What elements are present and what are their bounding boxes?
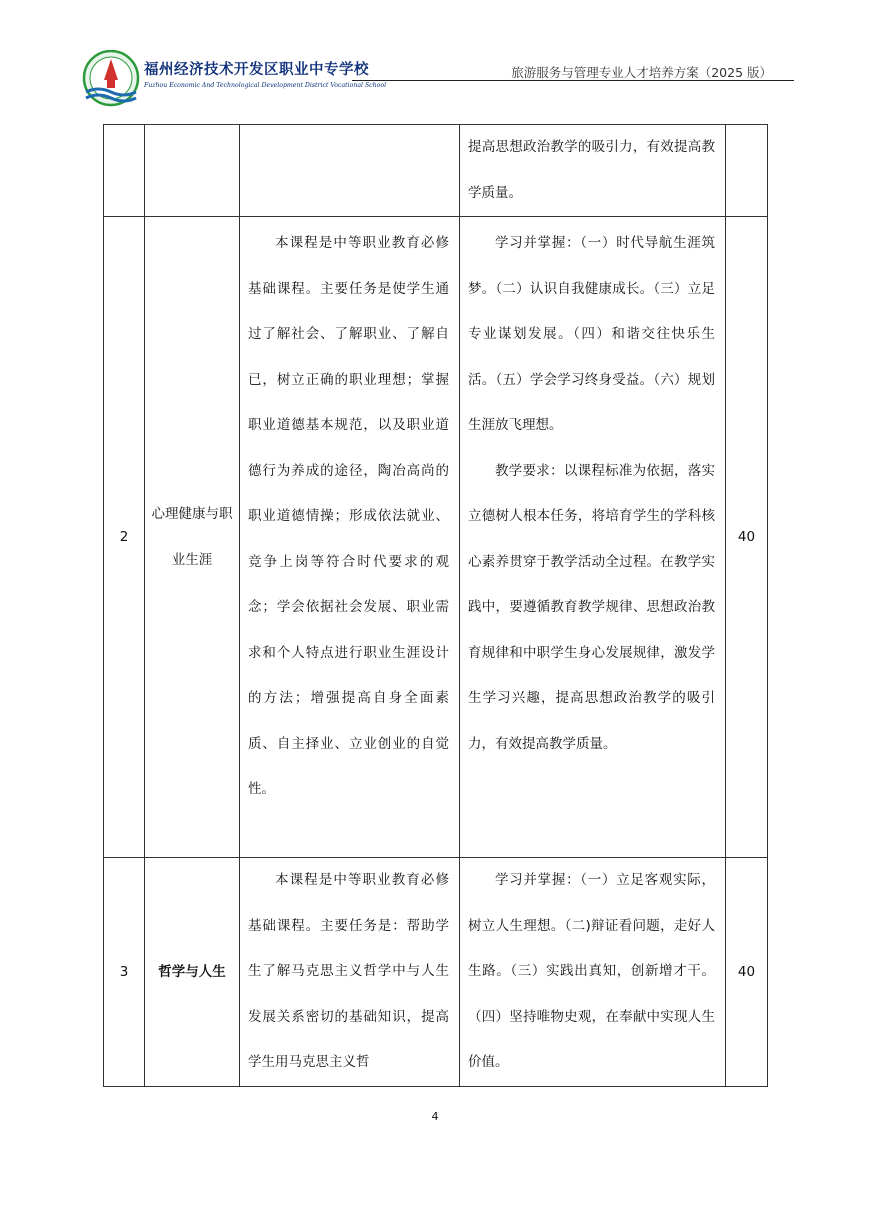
course-name-text: 心理健康与职业生涯: [151, 506, 233, 568]
row-number: 3: [104, 858, 145, 1087]
table-row: [104, 858, 768, 1087]
course-content: [460, 125, 726, 217]
course-hours: 40: [726, 217, 768, 858]
objective-text: 本课程是中等职业教育必修基础课程。主要任务是使学生通过了解社会、了解职业、了解自已，树立正确的职业理想；掌握职业道德基本规范，以及职业道德行为养成的途径，陶冶高尚的职业道德情操；形成依法就业、竞争上岗等符合时代要求的观念；学会依据社会发展、职业需求和个人特点进行职业生涯设计的方法；增强提高自身全面素质、自主择业、立业创业的自觉性。: [248, 235, 449, 797]
document-title: 旅游服务与管理专业人才培养方案（2025 版）: [511, 65, 772, 80]
content-text: 学习并掌握：（一）时代导航生涯筑梦。（二）认识自我健康成长。（三）立足专业谋划发展。（四）和谐交往快乐生活。（五）学会学习终身受益。（六）规划生涯放飞理想。: [468, 235, 715, 433]
table-row: [104, 217, 768, 858]
course-hours: 40: [726, 858, 768, 1087]
course-name: [145, 858, 240, 1087]
course-hours: [726, 125, 768, 217]
teaching-requirements: 教学要求：以课程标准为依据，落实立德树人根本任务，将培育学生的学科核心素养贯穿于教学活动全过程。在教学实践中，要遵循教育教学规律、思想政治教育规律和中职学生身心发展规律，激发学生学习兴趣，提高思想政治教学的吸引力，有效提高教学质量。: [468, 462, 715, 752]
course-content: [460, 858, 726, 1087]
curriculum-table: [103, 124, 768, 1087]
course-objective: [240, 217, 460, 858]
course-content: [460, 217, 726, 858]
page-header: [0, 0, 870, 110]
school-logo: [80, 50, 142, 108]
objective-text: 本课程是中等职业教育必修基础课程。主要任务是：帮助学生了解马克思主义哲学中与人生发展关系密切的基础知识，提高学生用马克思主义哲: [248, 872, 449, 1070]
content-text: 提高思想政治教学的吸引力，有效提高教学质量。: [468, 139, 715, 201]
course-name-text: 哲学与人生: [158, 964, 226, 980]
table-row: [104, 125, 768, 217]
school-name-cn: 福州经济技术开发区职业中专学校: [144, 62, 369, 78]
row-number: [104, 125, 145, 217]
course-objective: [240, 125, 460, 217]
content-text: 学习并掌握：（一）立足客观实际，树立人生理想。（二)辩证看问题，走好人生路。（三）实践出真知，创新增才干。（四）坚持唯物史观，在奉献中实现人生价值。: [468, 872, 715, 1070]
course-name: [145, 125, 240, 217]
header-divider: [352, 80, 794, 81]
school-name-en: Fuzhou Economic And Technological Development District Vocational School: [144, 82, 387, 89]
row-number: 2: [104, 217, 145, 858]
page-number: 4: [431, 1110, 439, 1123]
course-name: [145, 217, 240, 858]
course-objective: [240, 858, 460, 1087]
